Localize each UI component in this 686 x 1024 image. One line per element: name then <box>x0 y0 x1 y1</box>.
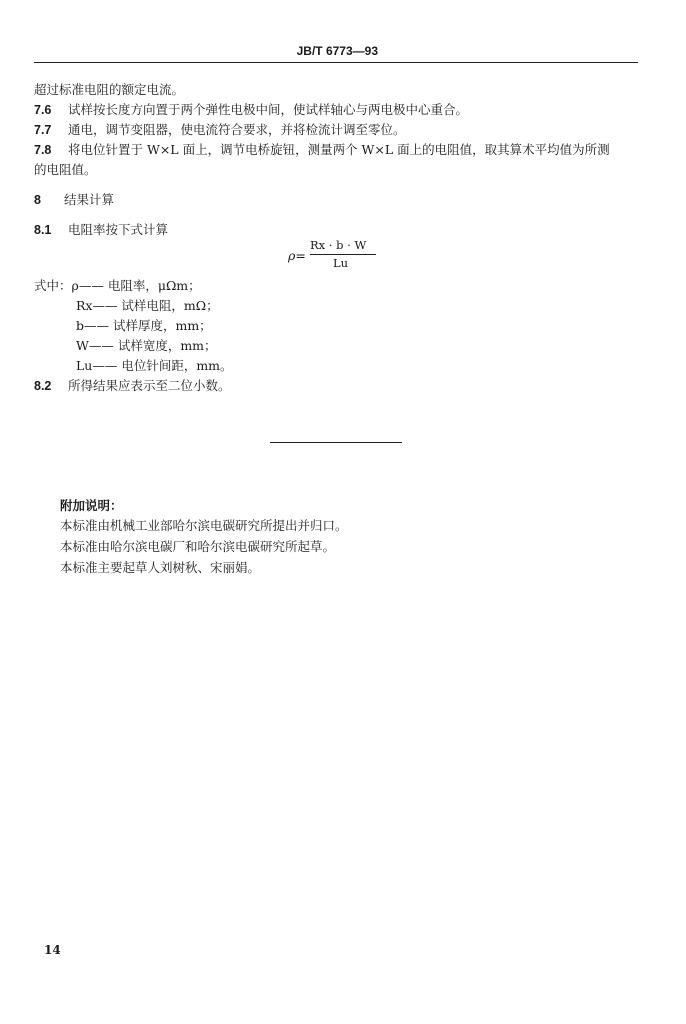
page-header <box>34 44 638 64</box>
standard-code: JB/T 6773—93 <box>296 44 378 58</box>
section-title: 结果计算 <box>64 192 115 207</box>
clause-text: 电阻率按下式计算 <box>68 222 169 237</box>
step-text: 将电位针置于 W×L 面上，调节电桥旋钮，测量两个 W×L 面上的电阻值，取其算术平均值为所测 <box>68 142 610 157</box>
step-text: 试样按长度方向置于两个弹性电极中间，使试样轴心与两电极中心重合。 <box>68 102 469 117</box>
step-7-6 <box>34 100 468 118</box>
note-line: 本标准主要起草人刘树秋、宋丽娟。 <box>60 560 261 575</box>
formula-denominator: Lu <box>333 256 349 270</box>
end-rule <box>270 442 402 443</box>
header-rule <box>34 62 638 63</box>
clause-number: 8.1 <box>34 223 52 237</box>
where-w: W—— 试样宽度，mm； <box>76 338 217 353</box>
continuation-text: 超过标准电阻的额定电流。 <box>34 82 185 97</box>
clause-number: 8.2 <box>34 379 52 393</box>
clause-8-1 <box>34 220 168 238</box>
step-7-7 <box>34 120 406 138</box>
section-8-heading <box>34 190 114 208</box>
step-7-8 <box>34 140 610 158</box>
formula-numerator: Rx · b · W <box>310 238 367 252</box>
fraction-bar <box>310 254 376 255</box>
where-rho: 式中：ρ—— 电阻率，μΩm； <box>34 278 201 293</box>
step-number: 7.8 <box>34 143 52 157</box>
step-number: 7.7 <box>34 123 52 137</box>
step-number: 7.6 <box>34 103 52 117</box>
clause-text: 所得结果应表示至二位小数。 <box>68 378 231 393</box>
note-line: 本标准由哈尔滨电碳厂和哈尔滨电碳研究所起草。 <box>60 539 336 554</box>
where-rx: Rx—— 试样电阻，mΩ； <box>76 298 219 313</box>
notes-heading: 附加说明： <box>60 498 123 513</box>
page-number: 14 <box>44 943 61 957</box>
where-b: b—— 试样厚度，mm； <box>76 318 212 333</box>
resistivity-formula <box>288 238 388 272</box>
clause-8-2 <box>34 376 231 394</box>
note-line: 本标准由机械工业部哈尔滨电碳研究所提出并归口。 <box>60 518 348 533</box>
section-number: 8 <box>34 193 41 207</box>
step-7-8-continuation: 的电阻值。 <box>34 162 97 177</box>
step-text: 通电，调节变阻器，使电流符合要求，并将检流计调至零位。 <box>68 122 406 137</box>
where-lu: Lu—— 电位针间距，mm。 <box>76 358 233 373</box>
formula-lhs: ρ= <box>288 248 306 263</box>
